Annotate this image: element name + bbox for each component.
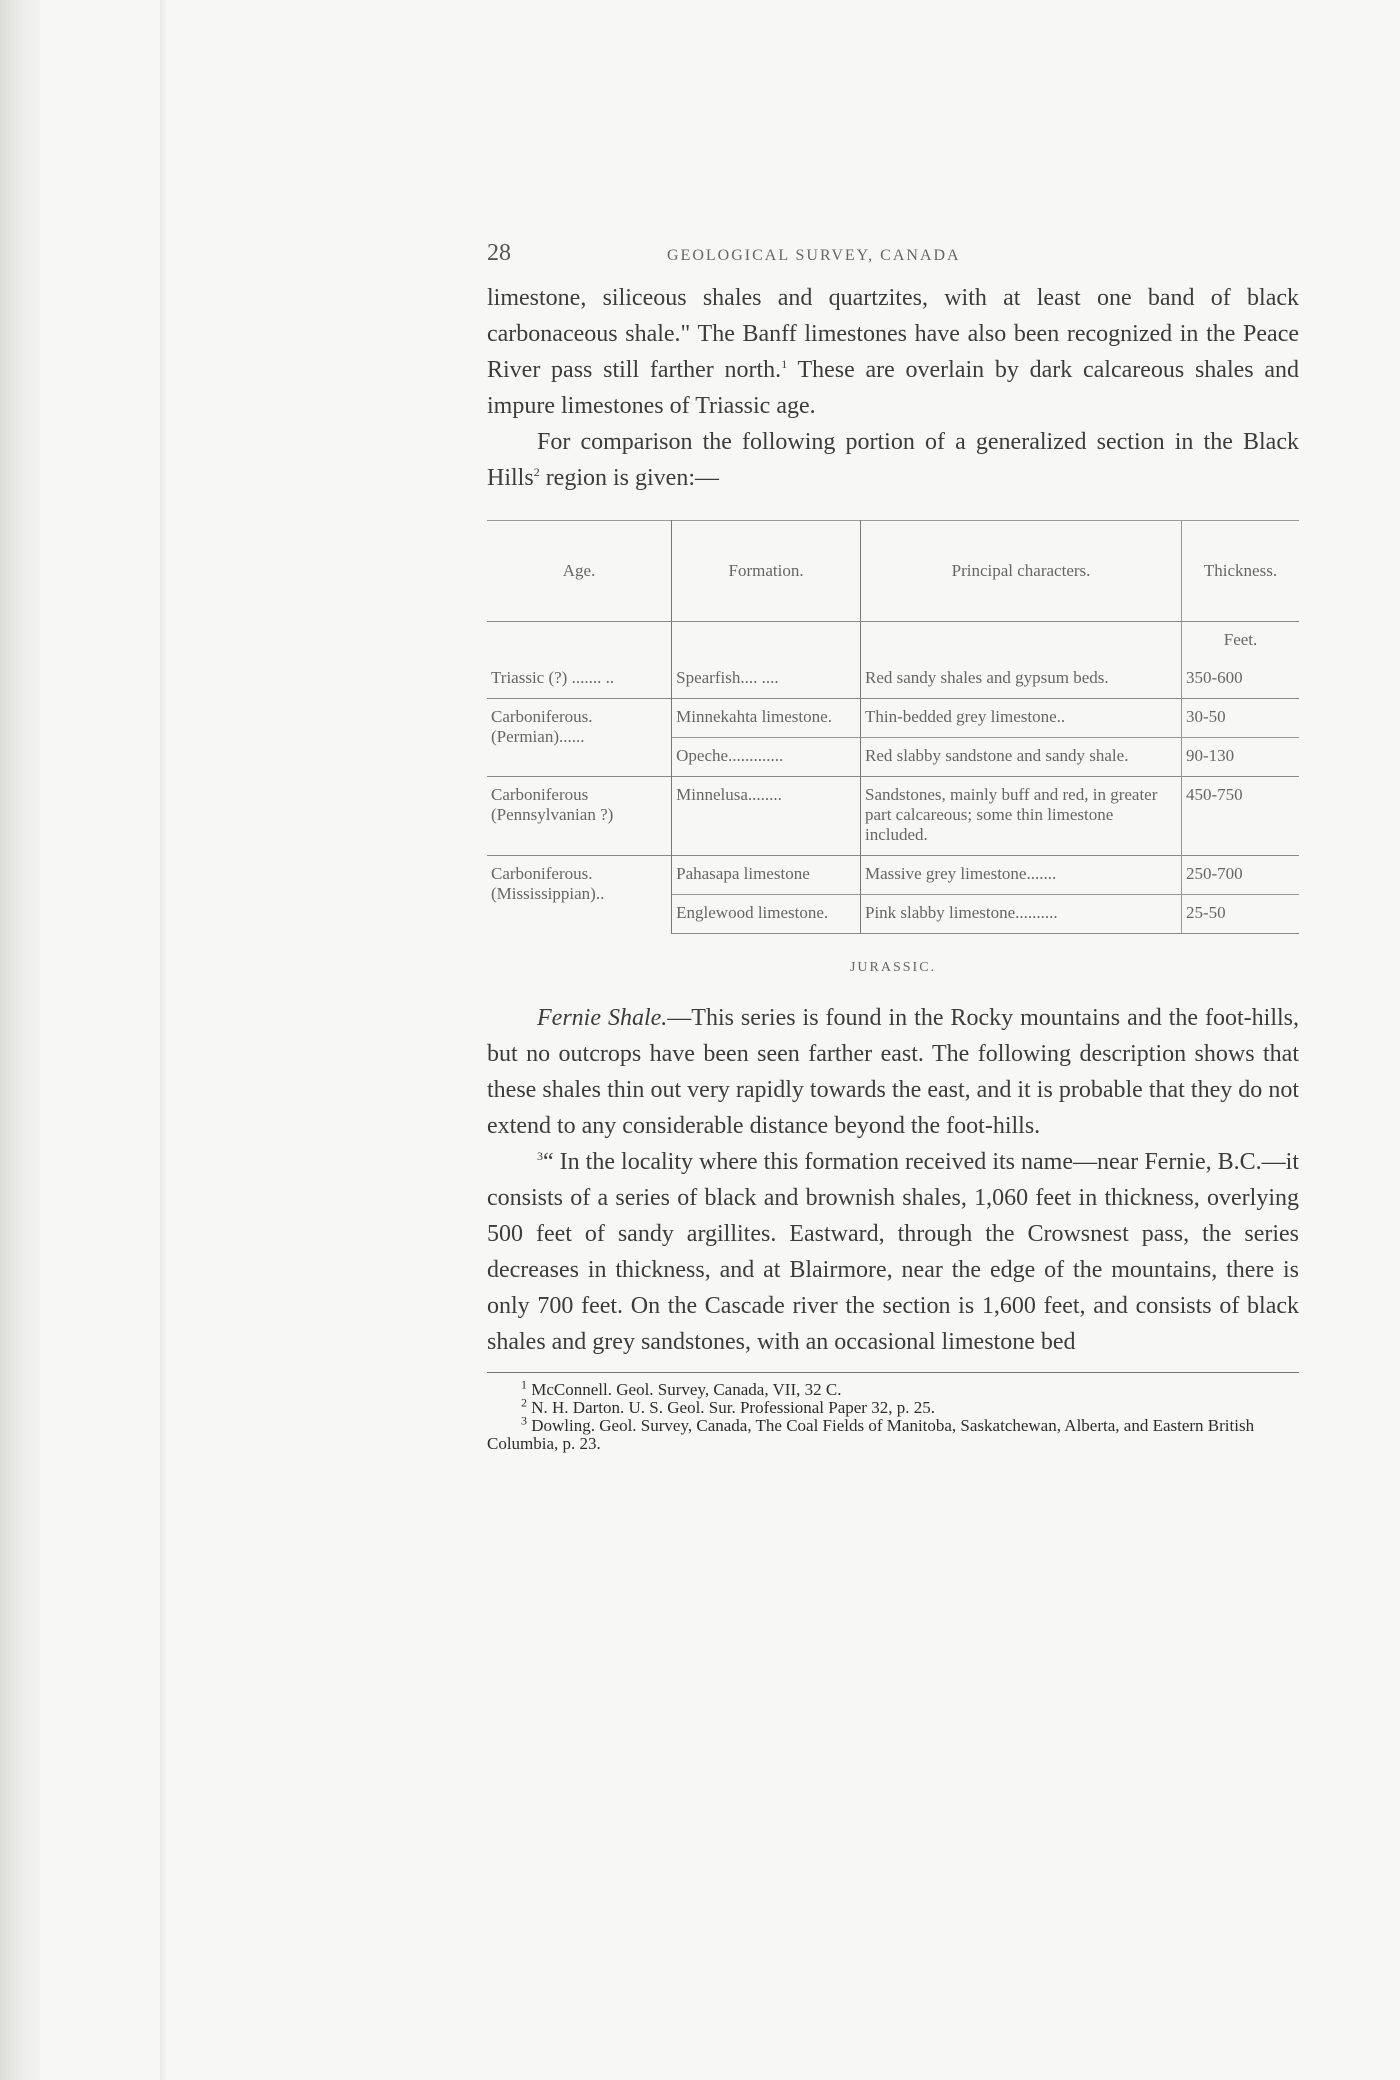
header-formation: Formation. bbox=[672, 521, 861, 622]
cell-thickness: 30-50 bbox=[1182, 699, 1299, 738]
cell-characters: Thin-bedded grey limestone.. bbox=[861, 699, 1182, 738]
cell-characters: Sandstones, mainly buff and red, in greater part calcareous; some thin limestone included. bbox=[861, 777, 1182, 856]
cell-formation: Englewood limestone. bbox=[672, 895, 861, 934]
cell-age: Carboniferous. (Permian)...... bbox=[487, 699, 672, 777]
header-age: Age. bbox=[487, 521, 672, 622]
cell-thickness: 250-700 bbox=[1182, 856, 1299, 895]
table-row bbox=[487, 777, 1299, 856]
footnote-2-text: N. H. Darton. U. S. Geol. Sur. Professional Paper 32, p. 25. bbox=[531, 1398, 935, 1417]
page-fold-edge bbox=[160, 0, 166, 2080]
footnote-3 bbox=[487, 1413, 1299, 1453]
section-heading-jurassic: JURASSIC. bbox=[849, 960, 937, 975]
paragraph-banff bbox=[487, 280, 1299, 424]
header-thickness: Thickness. bbox=[1182, 521, 1299, 622]
footnote-3-number: 3 bbox=[521, 1413, 527, 1428]
scan-left-shadow bbox=[0, 0, 40, 2080]
paragraph-banff-tail: These are overlain by dark calcareous shales and impure limestones of Triassic age. bbox=[487, 357, 1300, 419]
footnote-1-text: McConnell. Geol. Survey, Canada, VII, 32 C. bbox=[531, 1380, 842, 1399]
cell-formation: Minnekahta limestone. bbox=[672, 699, 861, 738]
cell-age: Carboniferous (Pennsylvanian ?) bbox=[487, 777, 672, 856]
cell-formation: Spearfish.... .... bbox=[672, 660, 861, 699]
cell-thickness: 450-750 bbox=[1182, 777, 1299, 856]
fernie-shale-lead: Fernie Shale. bbox=[537, 1005, 668, 1031]
cell-characters: Massive grey limestone....... bbox=[861, 856, 1182, 895]
footnote-2-number: 2 bbox=[521, 1395, 527, 1410]
table-row bbox=[487, 856, 1299, 895]
header-characters: Principal characters. bbox=[861, 521, 1182, 622]
cell-characters: Red sandy shales and gypsum beds. bbox=[861, 660, 1182, 699]
cell-thickness: 90-130 bbox=[1182, 738, 1299, 777]
cell-age: Carboniferous. (Mississippian).. bbox=[487, 856, 672, 934]
page-content bbox=[487, 240, 1299, 1453]
paragraph-comparison-tail: region is given:— bbox=[539, 465, 719, 491]
black-hills-section-table bbox=[487, 520, 1299, 934]
units-label: Feet. bbox=[1182, 622, 1299, 661]
cell-formation: Opeche............. bbox=[672, 738, 861, 777]
cell-thickness: 350-600 bbox=[1182, 660, 1299, 699]
cell-age: Triassic (?) ....... .. bbox=[491, 668, 615, 687]
units-row bbox=[487, 622, 1299, 661]
footnote-1 bbox=[487, 1377, 1299, 1399]
paragraph-fernie-quote bbox=[487, 1144, 1299, 1360]
footnote-2 bbox=[487, 1395, 1299, 1417]
page-number: 28 bbox=[487, 240, 511, 266]
table-row bbox=[487, 660, 1299, 699]
paragraph-comparison-text: For comparison the following portion of a generalized section in the Black Hills bbox=[487, 429, 1299, 491]
fernie-shale-text: —This series is found in the Rocky mountains and the foot-hills, but no outcrops have been seen farther east. The following description shows that these shales thin out very rapidly towards the east, and it is probable that they do not extend to any considerable distance beyond the foot-hills. bbox=[487, 1005, 1299, 1139]
table-header-row bbox=[487, 521, 1299, 622]
cell-thickness: 25-50 bbox=[1182, 895, 1299, 934]
footnote-ref-1: 1 bbox=[781, 357, 788, 371]
cell-characters: Red slabby sandstone and sandy shale. bbox=[861, 738, 1182, 777]
cell-formation: Minnelusa........ bbox=[672, 777, 861, 856]
table-row bbox=[487, 699, 1299, 738]
paragraph-comparison bbox=[487, 424, 1299, 496]
footnote-ref-3: 3 bbox=[537, 1149, 543, 1163]
paragraph-fernie-shale bbox=[487, 1000, 1299, 1144]
footnotes bbox=[487, 1372, 1299, 1453]
footnote-1-number: 1 bbox=[521, 1377, 527, 1392]
cell-formation: Pahasapa limestone bbox=[672, 856, 861, 895]
running-header bbox=[487, 240, 1299, 280]
fernie-quote-text: “ In the locality where this formation received its name—near Fernie, B.C.—it consists of a series of black and brownish shales, 1,060 feet in thickness, overlying 500 feet of sandy argillites. Eastward, through the Crowsnest pass, the series decreases in thickness, and at Blairmore, near the edge of the mountains, there is only 700 feet. On the Cascade river the section is 1,600 feet, and consists of black shales and grey sandstones, with an occasional limestone bed bbox=[487, 1149, 1299, 1355]
running-title: GEOLOGICAL SURVEY, CANADA bbox=[667, 247, 961, 264]
footnote-3-text: Dowling. Geol. Survey, Canada, The Coal Fields of Manitoba, Saskatchewan, Alberta, and Eastern British Columbia, p. 23. bbox=[487, 1416, 1255, 1453]
cell-characters: Pink slabby limestone.......... bbox=[861, 895, 1182, 934]
footnote-ref-2: 2 bbox=[533, 465, 540, 479]
paragraph-banff-text: limestone, siliceous shales and quartzites, with at least one band of black carbonaceous shale." The Banff limestones have also been recognized in the Peace River pass still farther north. bbox=[487, 285, 1299, 383]
